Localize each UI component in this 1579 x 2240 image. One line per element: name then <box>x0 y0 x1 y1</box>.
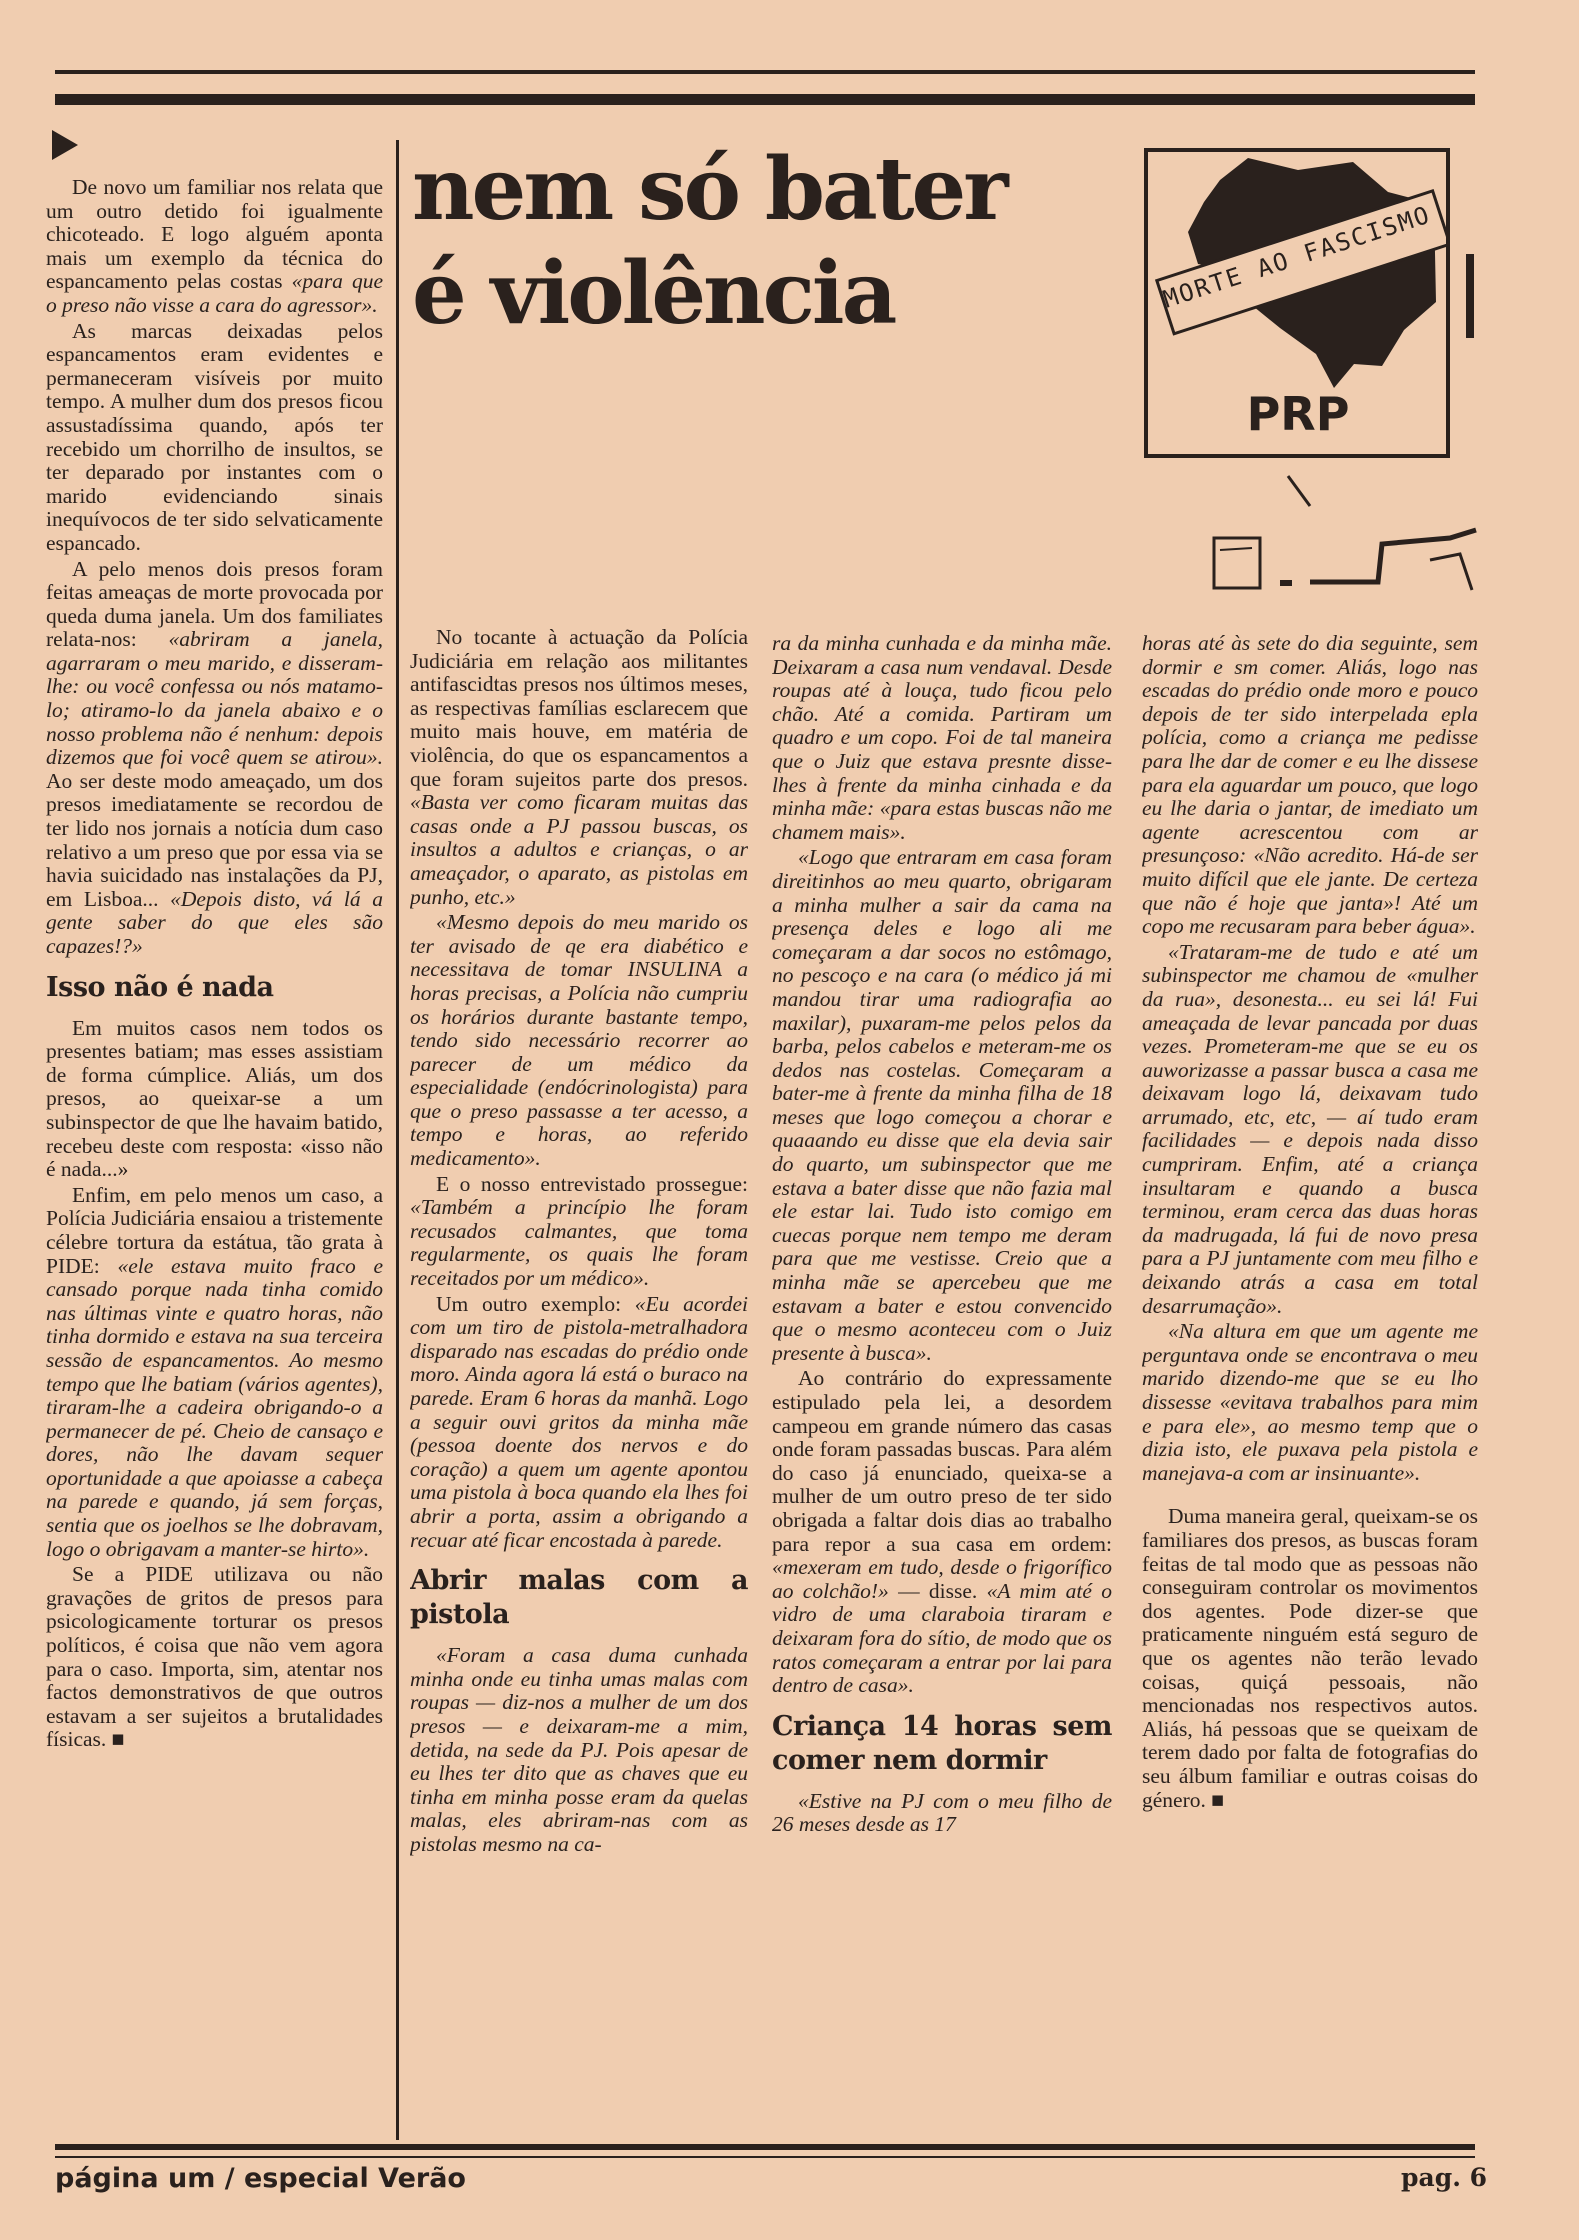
col2-quote-5: «Foram a casa duma cunhada minha onde eu tinha umas malas com roupas — diz-nos a mulher de um dos presos — e deixaram-me a mim, detida, na sede da PJ. Pois apesar de eu lhes ter dito que as chaves que eu tinha em minha posse eram da quelas malas, eles abriram-nas com as pistolas mesmo na ca- <box>410 1643 748 1856</box>
article-column-4 <box>1142 632 1478 2136</box>
doodle-illustration <box>1200 470 1490 610</box>
col2-paragraph-3: E o nosso entrevistado prossegue: «Também a princípio lhe foram recusados calmantes, que toma regularmente, os quais lhe foram receitados por um médico». <box>410 1171 748 1291</box>
col1-quote-1: «para que o preso não visse a cara do agressor». <box>46 269 383 317</box>
col2-quote-4: «Eu acordei com um tiro de pistola-metralhadora disparado nas escadas do prédio onde moro. Ainda agora lá está o buraco na parede. Eram 6 horas da manhã. Logo a seguir ouvi gritos da minha mãe (pessoa doente dos nervos e do coração) a quem um agente apontou uma pistola à boca quando ela lhes foi abrir a porta, assim a obrigando a recuar até ficar encostada à parede. <box>410 1291 748 1552</box>
subheading-abrir-malas: Abrir malas com a pistola <box>410 1565 748 1631</box>
prp-logo <box>1144 148 1450 458</box>
logo-banner-text: MORTE AO FASCISMO <box>1159 200 1435 314</box>
col2-quote-2: «Mesmo depois do meu marido os ter avisado de qe era diabético e necessitava de tomar INSULINA a horas precisas, a Polícia não cumpriu os horários durante bastante tempo, tendo sido necessário recorrer ao parecer de um médico da especialidade (endócrinologista) para que o preso passasse a ter acesso, a tempo e horas, ao referido medicamento». <box>410 910 748 1171</box>
logo-initials: PRP <box>1246 387 1350 441</box>
col3-quote-1: ra da minha cunhada e da minha mãe. Deixaram a casa num vendaval. Desde roupas até à louça, tudo ficou pelo chão. Até a comida. Partiram um quadro e um copo. Foi de tal maneira que o Juiz que estava presnte disse-lhes à frente da minha cinhada e da minha mãe: «para estas buscas não me chamem mais». <box>772 632 1112 844</box>
article-column-1 <box>46 176 383 2136</box>
col4-paragraph-4: Duma maneira geral, queixam-se os familiares dos presos, as buscas foram feitas de tal modo que as pessoas não conseguiram controlar os movimentos dos agentes. Pode dizer-se que praticamente ninguém está seguro de que os agentes não terão levado coisas, quiçá pessoais, não mencionadas nos respectivos autos. Aliás, há pessoas que se queixam de terem dado por falta de fotografias do seu álbum familiar e outras coisas do género. ■ <box>1142 1504 1478 1812</box>
col4-quote-3: «Na altura em que um agente me perguntava onde se encontrava o meu marido dizendo-me que se eu lho dissesse «evitava trabalhos para mim e para ele», ao mesmo temp que o dizia isto, ele puxava pela pistola e manejava-a com ar insinuante». <box>1142 1319 1478 1485</box>
col2-paragraph-1: No tocante à actuação da Polícia Judiciária em relação aos militantes antifascidtas presos nos últimos meses, as respectivas famílias esclarecem que muito mais houve, em matéria de violência, do que os espancamentos a que foram sujeitos parte dos presos. «Basta ver como ficaram muitas das casas onde a PJ passou buscas, os insultos a adultos e crianças, o ar ameaçador, o aparato, as pistolas em punho, etc.» <box>410 626 748 909</box>
bottom-rule-thick <box>55 2144 1475 2150</box>
col2-paragraph-4: Um outro exemplo: «Eu acordei com um tiro de pistola-metralhadora disparado nas escadas do prédio onde moro. Ainda agora lá está o buraco na parede. Eram 6 horas da manhã. Logo a seguir ouvi gritos da minha mãe (pessoa doente dos nervos e do coração) a quem um agente apontou uma pistola à boca quando ela lhes foi abrir a porta, assim a obrigando a recuar até ficar encostada à parede. <box>410 1291 748 1552</box>
col3-quote-3: «mexeram em tudo, desde o frigorífico ao colchão!» <box>772 1555 1112 1603</box>
col1-quote-3: «Depois disto, vá lá a gente saber do que eles são capazes!?» <box>46 886 383 958</box>
headline <box>412 138 1032 346</box>
col3-paragraph-3: Ao contrário do expressamente estipulado pela lei, a desordem campeou em grande número das casas onde foram passadas buscas. Para além do caso já enunciado, queixa-se a mulher de um outro preso de ter sido obrigada a faltar dois dias ao trabalho para repor a sua casa em ordem: «mexeram em tudo, desde o frigorífico ao colchão!» — disse. «A mim até o vidro de uma claraboia tiraram e deixaram fora do sítio, de modo que os ratos começaram a entrar por lai para dentro de casa». <box>772 1366 1112 1698</box>
headline-line-2: é violência <box>412 243 895 344</box>
subheading-isso-nao-e-nada: Isso não é nada <box>46 971 274 1003</box>
col1-paragraph-6: Se a PIDE utilizava ou não gravações de gritos de presos para psicologicamente torturar os presos políticos, é coisa que não vem agora para o caso. Importa, sim, atentar nos factos demonstrativos de que outros estavam a ser sujeitos a brutalidades físicas. ■ <box>46 1562 383 1752</box>
col4-quote-2: «Trataram-me de tudo e até um subinspector me chamou de «mulher da rua», desonesta... eu sei lá! Fui ameaçada de levar pancada por duas vezes. Prometeram-me que se eu os auworizasse a passar busca a casa me deixavam logo lá, deixavam tudo arrumado, etc, etc, — aí tudo eram facilidades — e depois nada disso cumpriram. Enfim, até a criança insultaram e quando a busca terminou, eram cerca das duas horas da madrugada, lá fui de novo presa para a PJ juntamente com meu filho e deixando atrás a casa em total desarrumação». <box>1142 939 1478 1318</box>
subheading-crianca-14-horas: Criança 14 horas sem comer nem dormir <box>772 1710 1112 1776</box>
col1-paragraph-4: Em muitos casos nem todos os presentes batiam; mas esses assistiam de forma cúmplice. Aliás, um dos presos, ao queixar-se a um subinspector de que lhe havaim batido, recebeu deste com resposta: «isso não é nada...» <box>46 1015 383 1182</box>
col1-paragraph-1: De novo um familiar nos relata que um outro detido foi igualmente chicoteado. E logo alguém aponta mais um exemplo da técnica do espancamento pelas costas «para que o preso não visse a cara do agressor». <box>46 176 383 317</box>
col1-quote-4: «ele estava muito fraco e cansado porque nada tinha comido nas últimas vinte e quatro horas, não tinha dormido e estava na sua terceira sessão de espancamentos. Ao mesmo tempo que lhe batiam (vários agentes), tiraram-lhe a cadeira obrigando-o a permanecer de pé. Cheio de cansaço e dores, não lhe davam sequer oportunidade a que apoiasse a cabeça na parede e quando, já sem forças, sentia que os joelhos se lhe dobravam, logo o obrigavam a manter-se hirto». <box>46 1253 383 1561</box>
footer-page-number: pag. 6 <box>1401 2163 1487 2192</box>
top-rule-thin <box>55 70 1475 74</box>
col3-quote-4: «A mim até o vidro de uma claraboia tiraram e deixaram fora do sítio, de modo que os ratos começaram a entrar por lai para dentro de casa». <box>772 1578 1112 1698</box>
logo-side-bar <box>1466 254 1474 338</box>
col1-paragraph-2: As marcas deixadas pelos espancamentos eram evidentes e permaneceram visíveis por muito tempo. A mulher dum dos presos ficou assustadíssima quando, após ter recebido um chorrilho de insultos, se ter deparado por instantes com o marido evidenciando sinais inequívocos de ter sido selvaticamente espancado. <box>46 318 383 555</box>
col4-quote-1: horas até às sete do dia seguinte, sem dormir e sm comer. Aliás, logo nas escadas do prédio onde moro e pouco depois de ter sido interpelada epla polícia, como a criança me pedisse para lhe dar de comer e eu lhe dissese para ela aguardar um pouco, que logo eu lhe daria o jantar, de imediato um agente acrescentou com ar presunçoso: «Não acredito. Há-de ser muito difícil que ele jante. De certeza que não é hoje que janta»! Até um copo me recusaram para beber água». <box>1142 632 1478 939</box>
bottom-rule-thin <box>55 2156 1475 2158</box>
column-divider <box>396 140 399 2140</box>
article-column-2 <box>410 626 748 2136</box>
headline-line-1: nem só bater <box>412 139 1006 240</box>
col1-quote-2: «abriram a janela, agarraram o meu marido, e disseram-lhe: ou você confessa ou nós matamo-lo; atiramo-lo da janela abaixo e o nosso problema não é nenhum: depois dizemos que foi você quem se atirou». <box>46 627 383 770</box>
col1-paragraph-5: Enfim, em pelo menos um caso, a Polícia Judiciária ensaiou a tristemente célebre tortura da estátua, tão grata à PIDE: «ele estava muito fraco e cansado porque nada tinha comido nas últimas vinte e quatro horas, não tinha dormido e estava na sua terceira sessão de espancamentos. Ao mesmo tempo que lhe batiam (vários agentes), tiraram-lhe a cadeira obrigando-o a permanecer de pé. Cheio de cansaço e dores, não lhe davam sequer oportunidade a que apoiasse a cabeça na parede e quando, já sem forças, sentia que os joelhos se lhe dobravam, logo o obrigavam a manter-se hirto». <box>46 1182 383 1561</box>
col1-paragraph-3: A pelo menos dois presos foram feitas ameaças de morte provocada por queda duma janela. Um dos familiates relata-nos: «abriram a janela, agarraram o meu marido, e disseram-lhe: ou você confessa ou nós matamo-lo; atiramo-lo da janela abaixo e o nosso problema não é nenhum: depois dizemos que foi você quem se atirou». Ao ser deste modo ameaçado, um dos presos imediatamente se recordou de ter lido nos jornais a notícia dum caso relativo a um preso que por essa via se havia suicidado nas instalações da PJ, em Lisboa... «Depois disto, vá lá a gente saber do que eles são capazes!?» <box>46 556 383 958</box>
footer-publication: página um / especial Verão <box>55 2163 466 2194</box>
article-column-3 <box>772 632 1112 2136</box>
col2-quote-1: «Basta ver como ficaram muitas das casas onde a PJ passou buscas, os insultos a adultos e crianças, o ar ameaçador, o aparato, as pistolas em punho, etc.» <box>410 790 748 909</box>
triangle-bullet-icon <box>52 130 78 160</box>
col3-quote-2: «Logo que entraram em casa foram direitinhos ao meu quarto, obrigaram a minha mulher a sair da cama na presença deles e logo ali me começaram a dar socos no estômago, no pescoço e na cara (o médico já mi mandou tirar uma radiografia ao maxilar), puxaram-me pelos pelos da barba, pelos cabelos e meteram-me os dedos nas costelas. Começaram a bater-me à frente da minha filha de 18 meses que logo começou a chorar e quaaando eu disse que ela devia sair do quarto, um subinspector que me estava a bater disse que não fazia mal ele estar lai. Tudo isto comigo em cuecas porque nem tempo me deram para que me vestisse. Creio que a minha mãe se apercebeu que me estavam a bater e estou convencido que o mesmo aconteceu com o Juiz presente à busca». <box>772 845 1112 1365</box>
col3-quote-5: «Estive na PJ com o meu filho de 26 meses desde as 17 <box>772 1788 1112 1837</box>
col2-quote-3: «Também a princípio lhe foram recusados calmantes, que toma regularmente, os quais lhe foram receitados por um médico». <box>410 1195 748 1291</box>
top-rule-thick <box>55 94 1475 105</box>
